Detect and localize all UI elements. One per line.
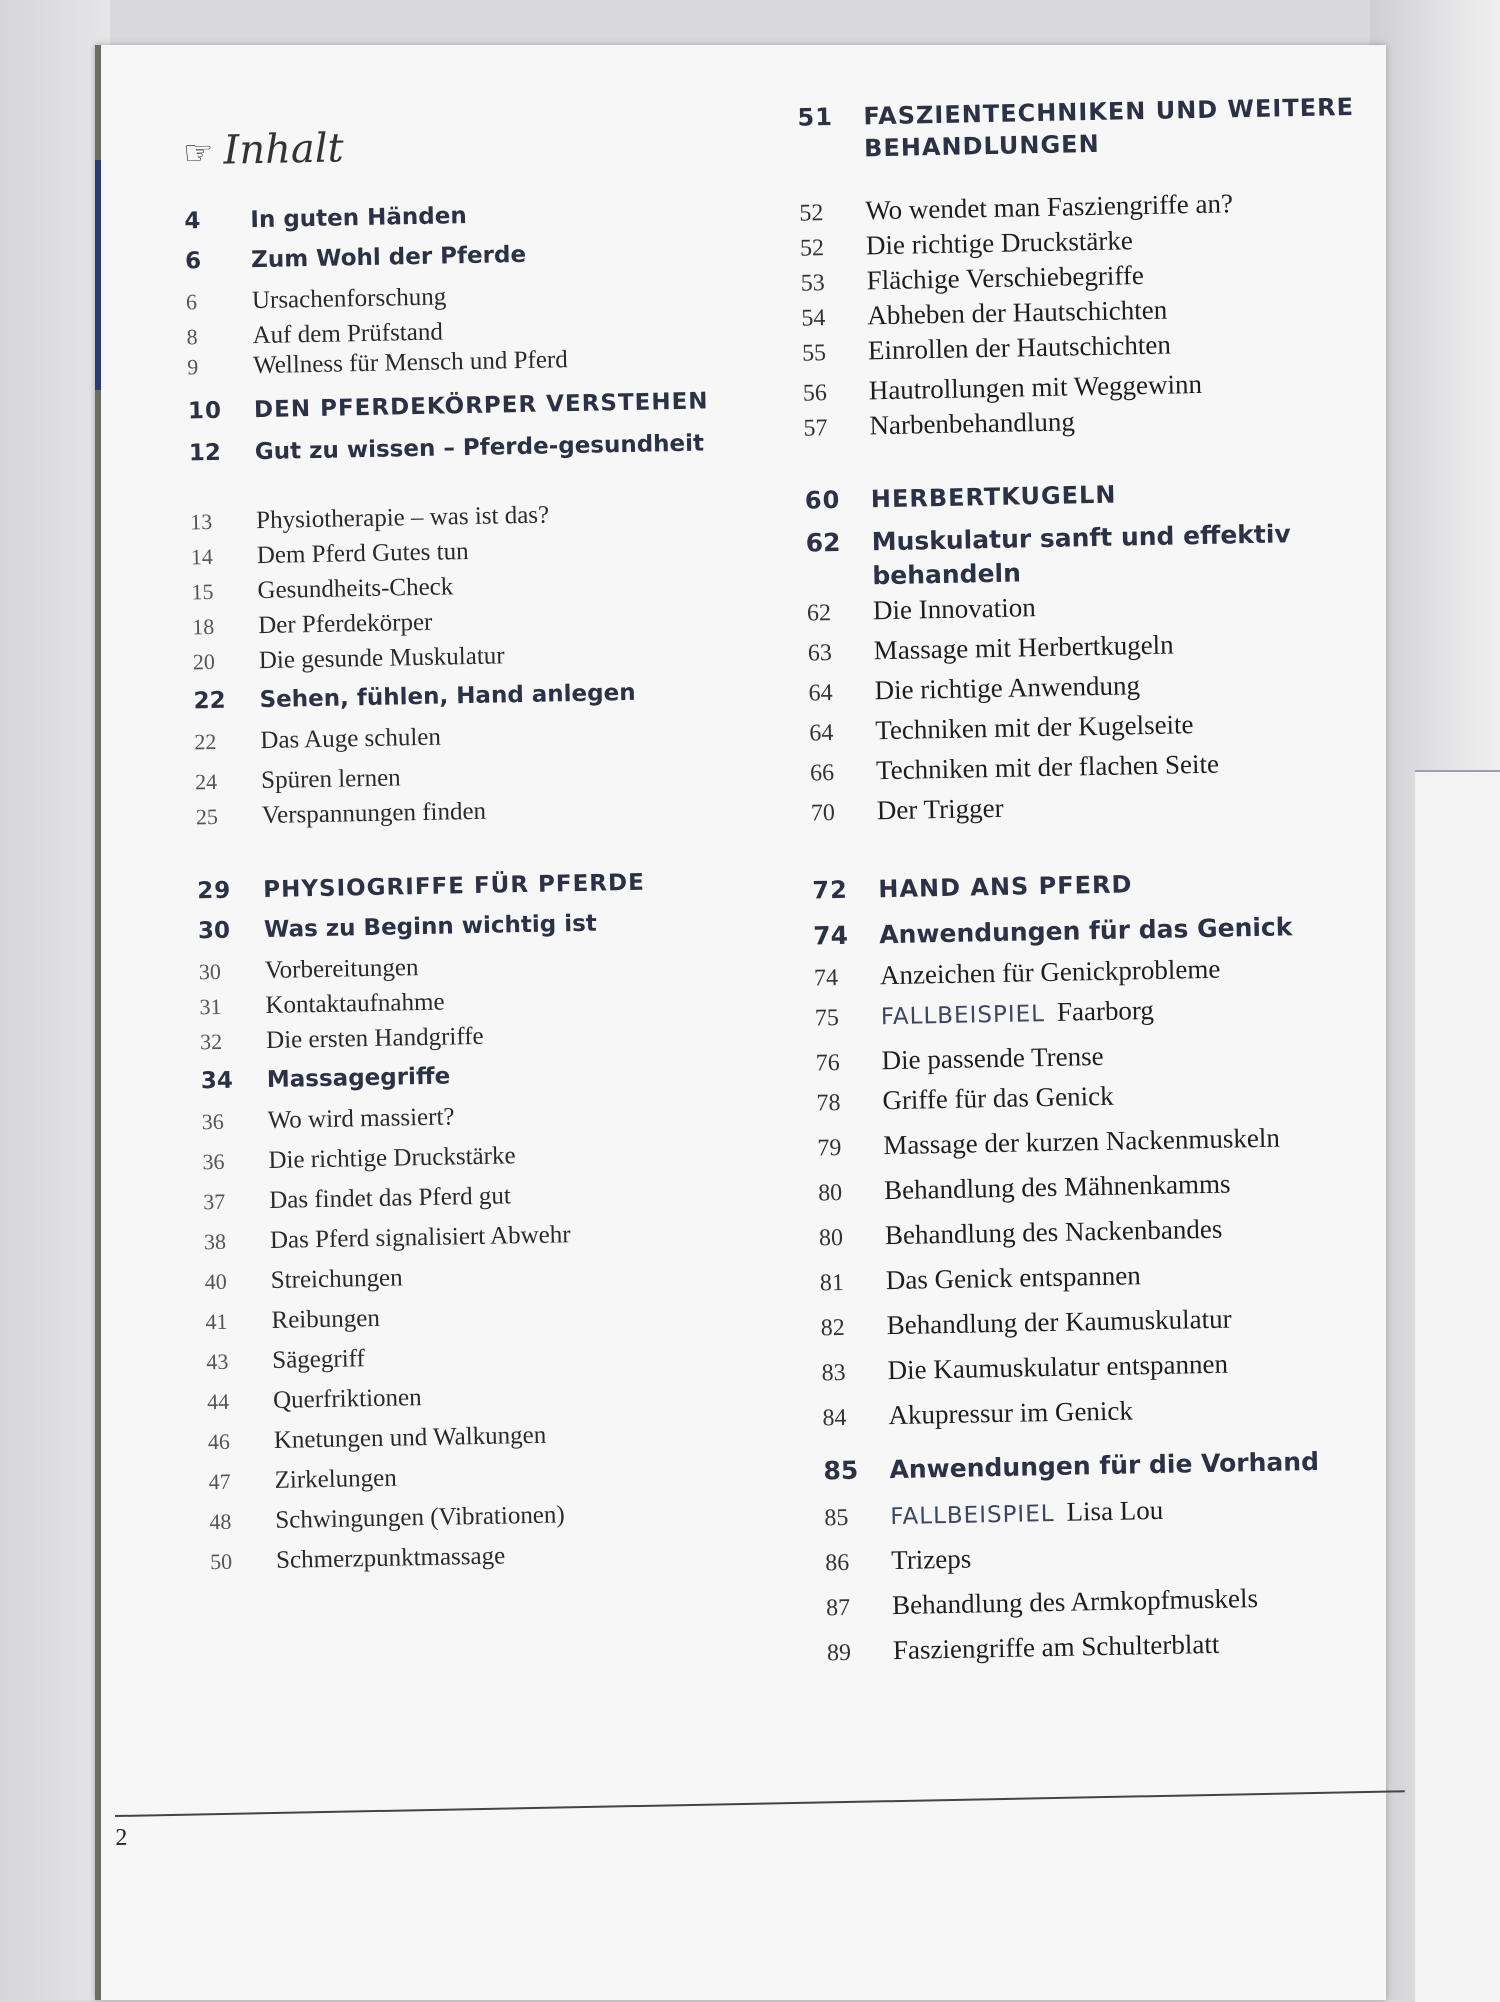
toc-page-number: 36 bbox=[201, 1108, 224, 1135]
toc-page-number: 31 bbox=[199, 993, 222, 1020]
toc-entry-title: Massage der kurzen Nackenmuskeln bbox=[882, 1122, 1281, 1161]
toc-entry-title: Wo wird massiert? bbox=[267, 1103, 455, 1134]
toc-entry-title: Die ersten Handgriffe bbox=[265, 1022, 484, 1055]
toc-page-number: 84 bbox=[822, 1404, 847, 1432]
toc-page-number: 85 bbox=[824, 1504, 849, 1532]
toc-page-number: 80 bbox=[817, 1179, 843, 1207]
toc-page-number: 81 bbox=[819, 1269, 845, 1297]
toc-entry-title: Techniken mit der flachen Seite bbox=[875, 748, 1220, 786]
toc-entry bbox=[199, 948, 759, 987]
toc-entry-title: Massage mit Herbertkugeln bbox=[873, 629, 1174, 666]
toc-page-number: 25 bbox=[195, 803, 219, 830]
toc-entry-title: Der Pferdekörper bbox=[257, 608, 433, 640]
toc-page-number: 13 bbox=[189, 508, 213, 535]
toc-entry-title: Muskulatur sanft und effektiv behandeln bbox=[871, 519, 1291, 591]
toc-page-number: 32 bbox=[199, 1028, 223, 1055]
toc-entry-text bbox=[890, 1490, 1395, 1531]
toc-entry bbox=[810, 746, 1380, 788]
toc-entry bbox=[816, 1076, 1386, 1118]
toc-entry-title: HAND ANS PFERD bbox=[878, 870, 1133, 904]
toc-entry-title: Die gesunde Muskulatur bbox=[258, 642, 505, 675]
toc-entry-title: Behandlung des Nackenbandes bbox=[884, 1213, 1223, 1251]
toc-entry bbox=[815, 1036, 1385, 1078]
toc-entry-title: Zum Wohl der Pferde bbox=[250, 241, 527, 274]
toc-entry-title: Kontaktaufnahme bbox=[265, 988, 445, 1020]
toc-entry-title: Schmerzpunktmassage bbox=[275, 1542, 506, 1574]
case-study-label: FALLBEISPIEL bbox=[880, 1001, 1046, 1031]
toc-page-number: 52 bbox=[799, 235, 825, 262]
book-page bbox=[95, 45, 1386, 2000]
toc-entry-title: Abheben der Hautschichten bbox=[867, 294, 1168, 331]
toc-page-number: 48 bbox=[209, 1508, 232, 1535]
toc-entry-title: Das Genick entspannen bbox=[885, 1260, 1142, 1296]
toc-entry-title: Schwingungen (Vibrationen) bbox=[275, 1501, 565, 1534]
toc-entry-title: Verspannungen finden bbox=[261, 797, 487, 830]
toc-entry bbox=[185, 238, 745, 275]
toc-entry bbox=[819, 1210, 1389, 1252]
toc-entry-title: Lisa Lou bbox=[1066, 1494, 1164, 1527]
toc-page-number: 54 bbox=[801, 305, 826, 332]
toc-entry-title: Der Trigger bbox=[876, 792, 1004, 826]
toc-page-number: 57 bbox=[803, 415, 828, 442]
toc-page-number: 6 bbox=[185, 289, 198, 315]
toc-entry bbox=[825, 1535, 1395, 1577]
toc-page-number: 63 bbox=[807, 640, 833, 667]
toc-entry-title: FASZIENTECHNIKEN UND WEITERE BEHANDLUNGEN bbox=[863, 92, 1355, 163]
toc-page-number: 30 bbox=[197, 917, 231, 945]
toc-entry-title: Was zu Beginn wichtig ist bbox=[263, 910, 598, 944]
toc-entry-title: Behandlung des Armkopfmuskels bbox=[891, 1583, 1259, 1621]
toc-page-number: 38 bbox=[203, 1228, 227, 1255]
toc-page-number: 50 bbox=[209, 1548, 233, 1575]
toc-page-number: 22 bbox=[193, 687, 226, 715]
toc-entry-title: Knetungen und Walkungen bbox=[273, 1421, 547, 1454]
toc-entry-title: Trizeps bbox=[890, 1543, 972, 1576]
toc-entry-title: Sehen, fühlen, Hand anlegen bbox=[259, 679, 636, 714]
toc-page-number: 14 bbox=[190, 543, 214, 570]
toc-entry-title: Flächige Verschiebegriffe bbox=[866, 260, 1145, 296]
toc-entry bbox=[812, 866, 1382, 905]
toc-entry bbox=[805, 476, 1375, 515]
toc-entry-title: Behandlung der Kaumuskulatur bbox=[886, 1303, 1232, 1341]
toc-entry-title: Einrollen der Hautschichten bbox=[867, 329, 1172, 366]
toc-entry bbox=[208, 1417, 768, 1456]
toc-page-number: 36 bbox=[202, 1148, 225, 1175]
toc-page-number: 30 bbox=[198, 958, 222, 985]
toc-page-number: 82 bbox=[820, 1314, 846, 1342]
toc-page-number: 64 bbox=[808, 680, 833, 707]
toc-entry bbox=[204, 1217, 764, 1256]
toc-entry-title: PHYSIOGRIFFE FÜR PFERDE bbox=[263, 869, 646, 904]
toc-entry bbox=[192, 603, 752, 642]
toc-entry bbox=[190, 498, 750, 537]
toc-entry-title: Anzeichen für Genickprobleme bbox=[879, 953, 1221, 991]
toc-entry bbox=[186, 278, 746, 317]
footer-rule bbox=[115, 1790, 1405, 1817]
toc-entry-title: HERBERTKUGELN bbox=[870, 480, 1117, 514]
toc-page-number: 8 bbox=[186, 324, 198, 350]
toc-entry-title: Massagegriffe bbox=[266, 1063, 451, 1094]
toc-entry-title: Wellness für Mensch und Pferd bbox=[252, 346, 568, 380]
toc-entry-title: Das findet das Pferd gut bbox=[268, 1182, 512, 1214]
toc-entry-title: Das Auge schulen bbox=[260, 723, 442, 755]
toc-entry bbox=[193, 638, 753, 677]
toc-page-number: 79 bbox=[817, 1134, 842, 1162]
toc-page-number: 87 bbox=[825, 1594, 851, 1622]
toc-title bbox=[183, 125, 344, 174]
toc-entry bbox=[199, 983, 759, 1022]
toc-page-number: 47 bbox=[208, 1468, 231, 1495]
toc-page-number: 64 bbox=[809, 720, 834, 747]
toc-entry bbox=[822, 1390, 1392, 1432]
toc-entry bbox=[813, 911, 1383, 951]
toc-entry-text bbox=[880, 991, 1385, 1032]
toc-entry-title: Narbenbehandlung bbox=[869, 406, 1076, 441]
toc-entry bbox=[205, 1297, 765, 1336]
toc-page-number: 34 bbox=[200, 1067, 234, 1095]
toc-entry-title: Hautrollungen mit Weggewinn bbox=[868, 368, 1203, 406]
toc-entry bbox=[803, 401, 1373, 443]
toc-entry bbox=[797, 91, 1368, 167]
toc-entry-title: Dem Pferd Gutes tun bbox=[256, 538, 469, 570]
toc-entry bbox=[201, 1098, 761, 1137]
toc-page-number: 24 bbox=[194, 768, 218, 795]
toc-page-number: 83 bbox=[821, 1359, 846, 1387]
toc-entry bbox=[194, 718, 754, 757]
toc-page-number: 62 bbox=[806, 600, 832, 627]
toc-page-number: 86 bbox=[825, 1549, 850, 1577]
toc-page-number: 43 bbox=[206, 1348, 229, 1375]
pointing-hand-icon: ☞ bbox=[182, 132, 214, 174]
toc-page-number: 62 bbox=[805, 527, 841, 558]
toc-entry bbox=[203, 1178, 763, 1217]
toc-entry bbox=[198, 908, 758, 945]
toc-entry bbox=[820, 1300, 1390, 1342]
toc-page-number: 4 bbox=[184, 208, 201, 235]
toc-page-number: 40 bbox=[204, 1268, 227, 1295]
toc-entry-title: Vorbereitungen bbox=[264, 954, 419, 985]
toc-entry-title: Faarborg bbox=[1056, 994, 1155, 1027]
toc-page-number: 74 bbox=[813, 965, 839, 992]
toc-entry-title: Physiotherapie – was ist das? bbox=[255, 501, 550, 535]
toc-page-number: 51 bbox=[797, 102, 834, 132]
spine-accent bbox=[95, 160, 101, 390]
toc-entry-title: Sägegriff bbox=[272, 1345, 366, 1374]
toc-title-text: Inhalt bbox=[223, 125, 345, 174]
toc-page-number: 22 bbox=[194, 728, 217, 755]
toc-entry-title: Ursachenforschung bbox=[251, 283, 447, 315]
toc-entry bbox=[814, 991, 1384, 1033]
toc-entry-title: Die passende Trense bbox=[881, 1040, 1104, 1076]
toc-page-number: 78 bbox=[816, 1090, 841, 1117]
toc-page-number: 37 bbox=[202, 1188, 226, 1215]
toc-page-number: 52 bbox=[799, 200, 824, 227]
toc-entry bbox=[201, 1058, 761, 1095]
toc-page-number: 15 bbox=[191, 578, 214, 605]
toc-entry bbox=[205, 1257, 765, 1296]
toc-entry-title: Gut zu wissen – Pferde-gesundheit bbox=[254, 430, 705, 466]
toc-page-number: 29 bbox=[197, 877, 232, 905]
toc-entry bbox=[197, 868, 757, 905]
toc-page-number: 75 bbox=[814, 1005, 840, 1032]
toc-page-number: 72 bbox=[812, 875, 849, 905]
toc-entry bbox=[207, 1377, 767, 1416]
toc-entry bbox=[191, 533, 751, 572]
toc-entry bbox=[200, 1018, 760, 1057]
case-study-label: FALLBEISPIEL bbox=[890, 1500, 1055, 1531]
toc-entry bbox=[823, 1445, 1393, 1485]
toc-entry bbox=[809, 706, 1379, 748]
adjacent-page bbox=[1415, 770, 1500, 2002]
toc-entry bbox=[209, 1497, 769, 1536]
toc-entry bbox=[802, 326, 1372, 368]
toc-entry bbox=[805, 516, 1376, 594]
toc-page-number: 89 bbox=[826, 1639, 852, 1667]
book-edge bbox=[0, 0, 110, 2000]
toc-entry-title: Die richtige Druckstärke bbox=[865, 225, 1134, 261]
toc-entry-title: Streichungen bbox=[270, 1264, 403, 1294]
toc-entry-title: Fasziengriffe am Schulterblatt bbox=[892, 1628, 1220, 1666]
toc-entry bbox=[817, 1121, 1387, 1163]
page-number: 2 bbox=[115, 1824, 128, 1852]
toc-page-number: 60 bbox=[804, 485, 841, 515]
toc-entry bbox=[191, 568, 751, 607]
toc-entry-title: Querfriktionen bbox=[272, 1384, 422, 1414]
toc-entry-title: Anwendungen für das Genick bbox=[878, 912, 1293, 950]
toc-entry-title: Anwendungen für die Vorhand bbox=[889, 1446, 1320, 1485]
toc-entry-title: Reibungen bbox=[271, 1304, 381, 1334]
toc-entry bbox=[821, 1345, 1391, 1387]
toc-entry bbox=[818, 1166, 1388, 1208]
toc-entry-title: Akupressur im Genick bbox=[888, 1395, 1134, 1431]
toc-entry-title: Techniken mit der Kugelseite bbox=[875, 709, 1194, 746]
toc-entry-title: DEN PFERDEKÖRPER VERSTEHEN bbox=[253, 388, 709, 424]
toc-page-number: 6 bbox=[184, 248, 202, 275]
toc-entry-title: Gesundheits-Check bbox=[257, 573, 454, 605]
toc-page-number: 20 bbox=[192, 648, 216, 675]
toc-entry bbox=[824, 1490, 1394, 1532]
toc-entry bbox=[202, 1138, 762, 1177]
toc-page-number: 10 bbox=[187, 397, 223, 425]
toc-page-number: 76 bbox=[815, 1050, 840, 1077]
toc-entry-title: Auf dem Prüfstand bbox=[252, 318, 444, 350]
toc-page-number: 74 bbox=[812, 920, 849, 951]
toc-page-number: 70 bbox=[810, 800, 836, 827]
toc-entry bbox=[208, 1457, 768, 1496]
toc-entry-title: Spüren lernen bbox=[260, 764, 401, 795]
toc-entry-title: Die Innovation bbox=[872, 592, 1036, 626]
toc-entry-title: Das Pferd signalisiert Abwehr bbox=[269, 1221, 571, 1254]
toc-page-number: 18 bbox=[191, 613, 215, 640]
toc-page-number: 66 bbox=[809, 760, 835, 787]
toc-entry-title: Behandlung des Mähnenkamms bbox=[883, 1168, 1231, 1206]
toc-page-number: 44 bbox=[206, 1388, 230, 1415]
toc-entry bbox=[195, 758, 755, 797]
toc-entry-title: Die richtige Anwendung bbox=[874, 670, 1141, 706]
toc-entry bbox=[196, 793, 756, 832]
toc-page-number: 53 bbox=[800, 270, 825, 297]
toc-entry bbox=[193, 678, 753, 715]
toc-entry-title: In guten Händen bbox=[250, 203, 467, 234]
toc-entry bbox=[807, 626, 1377, 668]
toc-page-number: 12 bbox=[188, 439, 222, 467]
page-content bbox=[101, 20, 1423, 1999]
toc-entry-title: Griffe für das Genick bbox=[882, 1080, 1114, 1116]
toc-entry bbox=[820, 1255, 1390, 1297]
toc-page-number: 55 bbox=[801, 340, 827, 367]
toc-entry-title: Zirkelungen bbox=[274, 1464, 398, 1494]
toc-entry bbox=[210, 1537, 770, 1576]
toc-entry bbox=[811, 786, 1381, 828]
toc-page-number: 80 bbox=[818, 1224, 844, 1252]
toc-page-number: 9 bbox=[186, 354, 199, 380]
toc-entry bbox=[808, 666, 1378, 708]
toc-entry bbox=[206, 1337, 766, 1376]
toc-entry bbox=[184, 198, 744, 235]
toc-entry bbox=[189, 428, 749, 470]
toc-entry-title: Die Kaumuskulatur entspannen bbox=[887, 1348, 1229, 1386]
toc-entry bbox=[827, 1625, 1397, 1667]
toc-page-number: 41 bbox=[205, 1308, 228, 1335]
toc-right-column bbox=[796, 21, 1366, 1667]
toc-entry bbox=[814, 951, 1384, 993]
toc-page-number: 85 bbox=[823, 1455, 859, 1486]
toc-entry-title: Die richtige Druckstärke bbox=[268, 1142, 516, 1174]
toc-entry bbox=[188, 388, 748, 425]
toc-entry bbox=[826, 1580, 1396, 1622]
toc-entry-title: Wo wendet man Fasziengriffe an? bbox=[865, 188, 1234, 226]
toc-page-number: 56 bbox=[802, 380, 828, 407]
toc-page-number: 46 bbox=[207, 1428, 231, 1455]
